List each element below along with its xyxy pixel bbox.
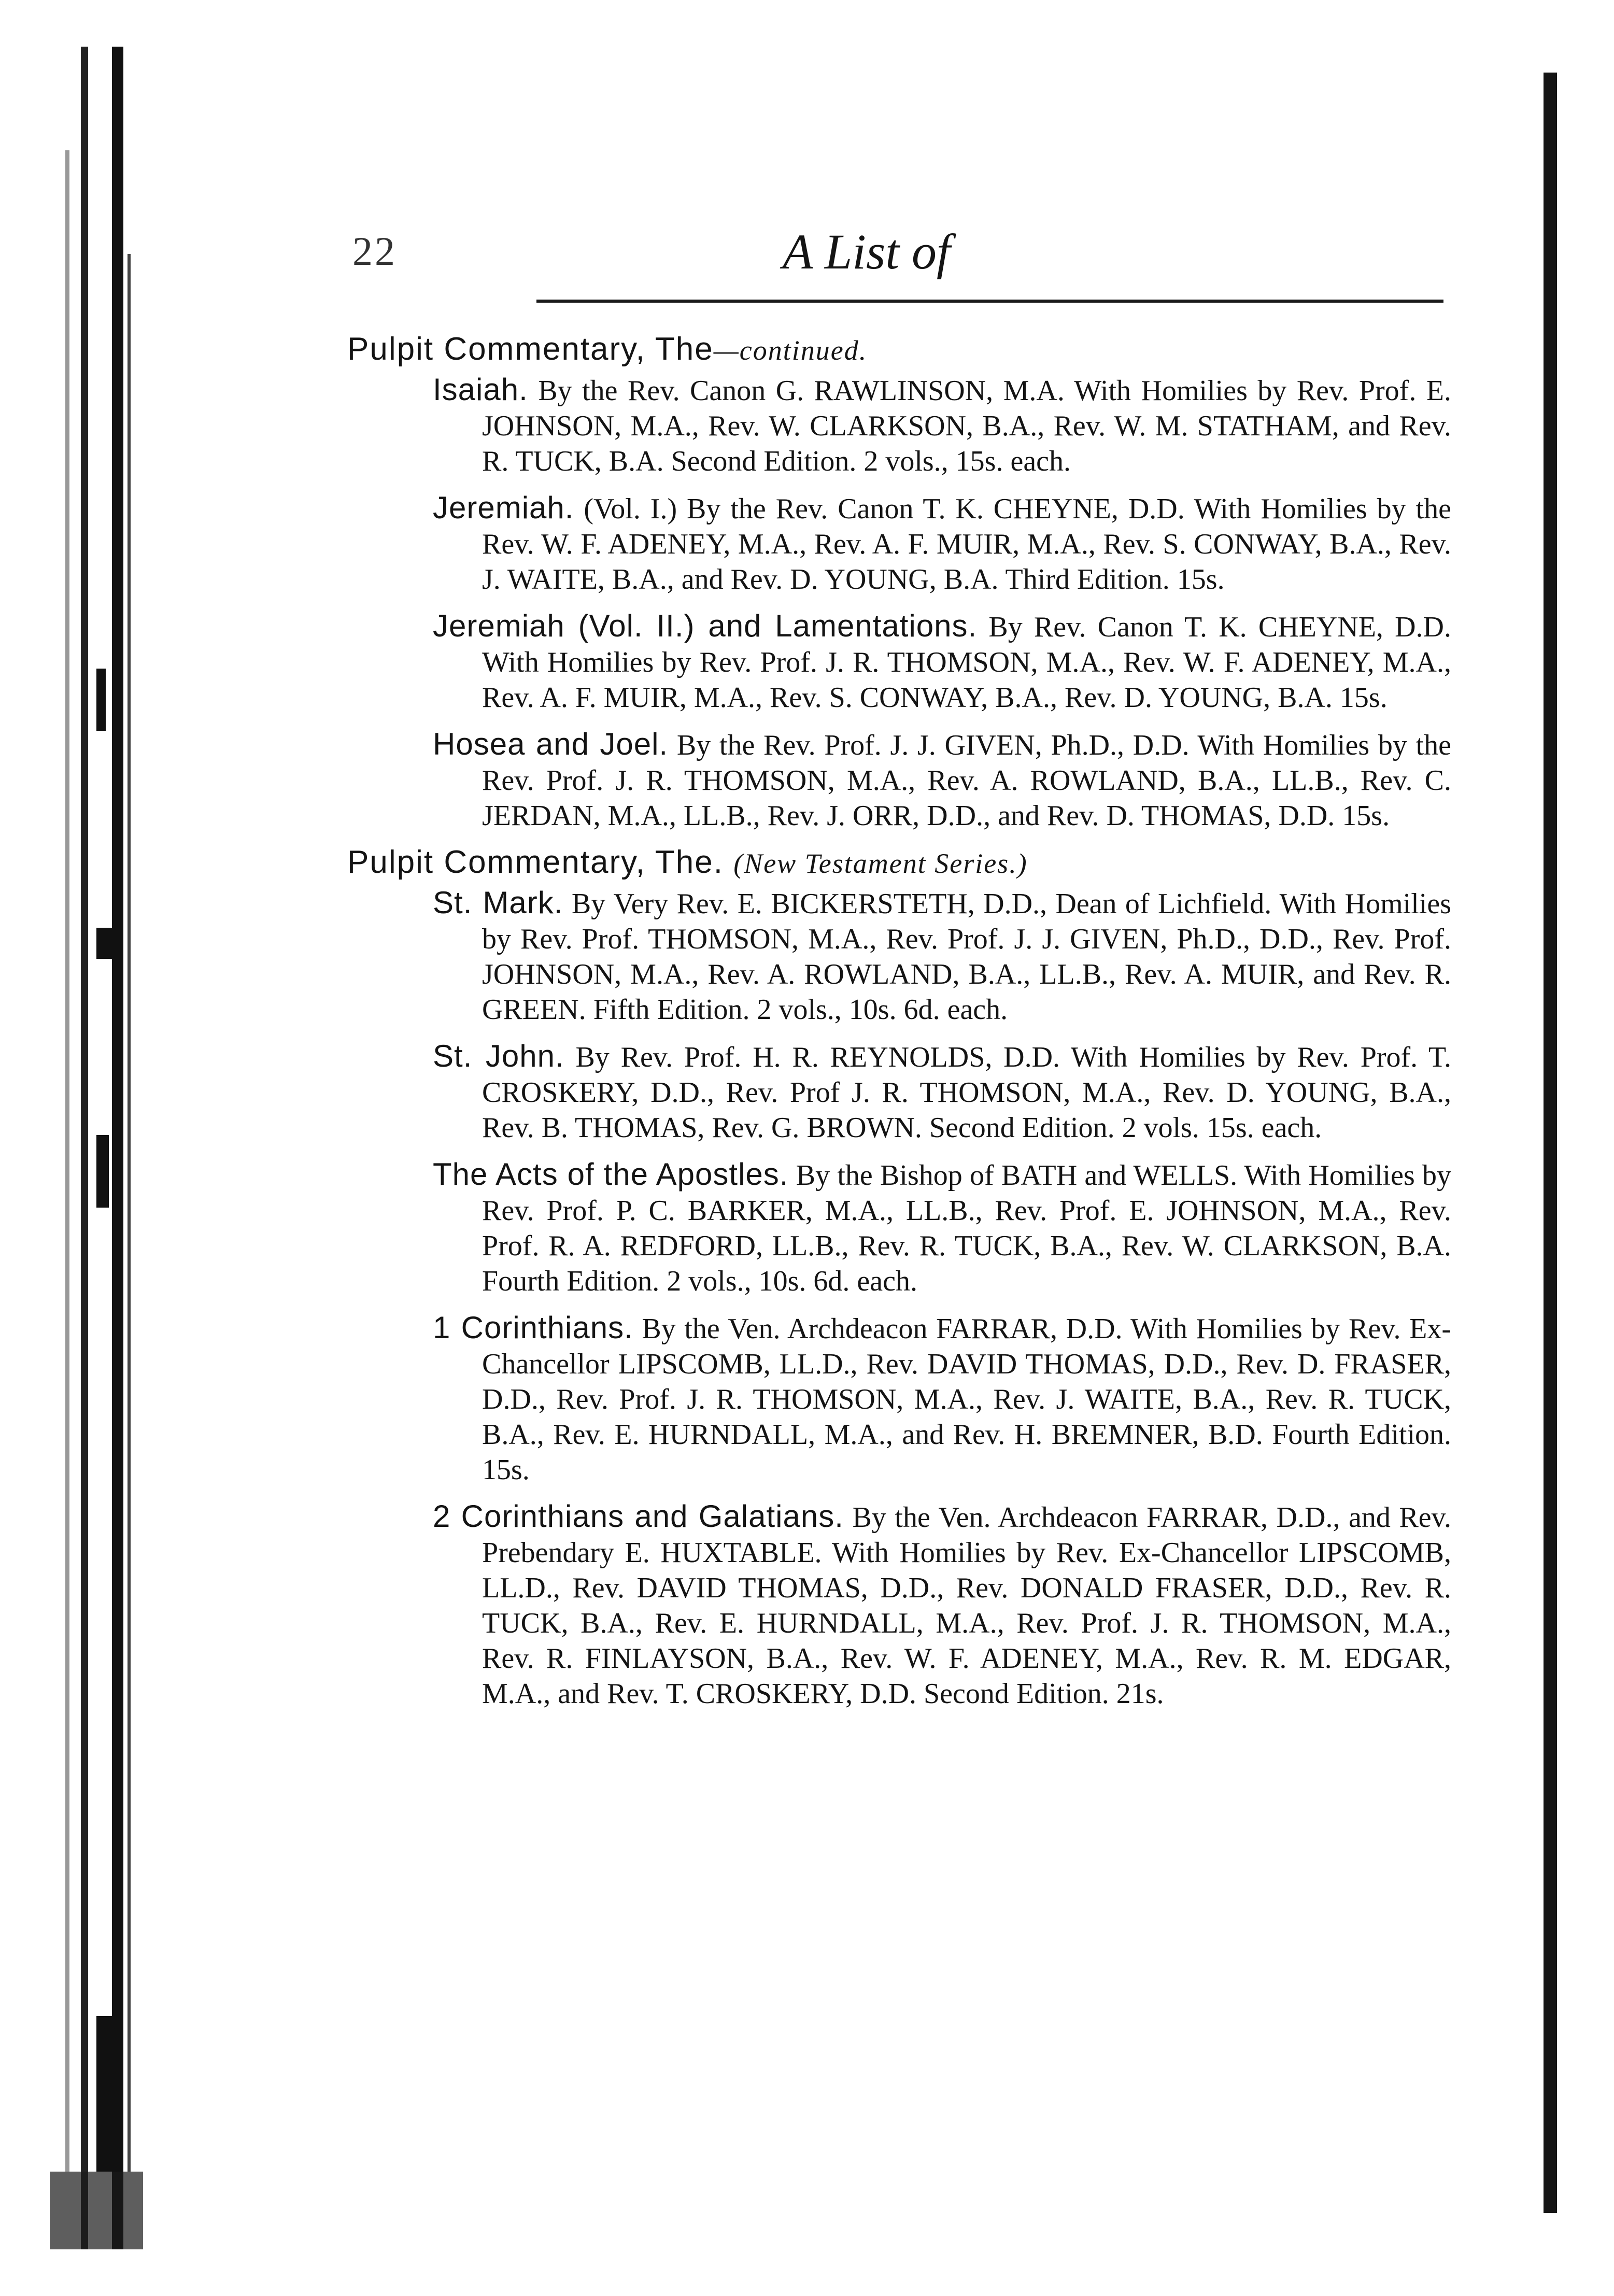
entry-title: Hosea and Joel. <box>433 727 669 761</box>
entry-title: Jeremiah. <box>433 490 574 525</box>
entry-title: Isaiah. <box>433 372 528 407</box>
entry-title: The Acts of the Apostles. <box>433 1157 789 1192</box>
entry-title: Jeremiah (Vol. II.) and Lamentations. <box>433 608 978 643</box>
catalog-entry <box>433 885 1451 1027</box>
catalog-entry <box>433 727 1451 833</box>
binding-edge-shadow <box>50 47 174 2249</box>
entry-text: By Rev. Canon T. K. CHEYNE, D.D. With Homilies by Rev. Prof. J. R. THOMSON, M.A., Rev. W. F. ADENEY, M.A., Rev. A. F. MUIR, M.A., Rev. S. CONWAY, B.A., Rev. D. YOUNG, B.A. 15s. <box>482 611 1451 714</box>
entry-text: By the Bishop of BATH and WELLS. With Homilies by Rev. Prof. P. C. BARKER, M.A., LL.B., Rev. Prof. E. JOHNSON, M.A., Rev. Prof. R. A. REDFORD, LL.B., Rev. R. TUCK, B.A., Rev. W. CLARKSON, B.A. Fourth Edition. 2 vols., 10s. 6d. each. <box>482 1159 1452 1297</box>
entry-text: By the Rev. Prof. J. J. GIVEN, Ph.D., D.D. With Homilies by the Rev. Prof. J. R. THOMSON, M.A., Rev. A. ROWLAND, B.A., LL.B., Rev. C. JERDAN, M.A., LL.B., Rev. J. ORR, D.D., and Rev. D. THOMAS, D.D. 15s. <box>482 729 1452 832</box>
page-edge-shadow <box>1544 73 1557 2213</box>
entry-title: St. Mark. <box>433 885 563 920</box>
page-number: 22 <box>352 229 397 274</box>
entry-title: 1 Corinthians. <box>433 1310 633 1345</box>
catalog-entry <box>433 608 1451 715</box>
series-heading-title: Pulpit Commentary, The <box>347 331 714 367</box>
entry-text: By Very Rev. E. BICKERSTETH, D.D., Dean of Lichfield. With Homilies by Rev. Prof. THOMSON, M.A., Rev. Prof. J. J. GIVEN, Ph.D., D.D., Rev. Prof. JOHNSON, M.A., Rev. A. ROWLAND, B.A., LL.B., Rev. A. MUIR, and Rev. R. GREEN. Fifth Edition. 2 vols., 10s. 6d. each. <box>482 888 1452 1026</box>
running-title: A List of <box>783 224 951 279</box>
catalog-list <box>347 332 1451 1723</box>
entry-title: St. John. <box>433 1039 564 1073</box>
entry-text: By the Ven. Archdeacon FARRAR, D.D., and Rev. Prebendary E. HUXTABLE. With Homilies by Rev. Ex-Chancellor LIPSCOMB, LL.D., Rev. DAVID THOMAS, D.D., Rev. DONALD FRASER, D.D., Rev. R. TUCK, B.A., Rev. E. HURNDALL, M.A., Rev. Prof. J. R. THOMSON, M.A., Rev. R. FINLAYSON, B.A., Rev. W. F. ADENEY, M.A., Rev. R. M. EDGAR, M.A., and Rev. T. CROSKERY, D.D. Second Edition. 21s. <box>482 1501 1452 1710</box>
series-heading-suffix: —continued. <box>713 335 868 366</box>
entry-title: 2 Corinthians and Galatians. <box>433 1499 844 1534</box>
entry-text: By the Rev. Canon G. RAWLINSON, M.A. With Homilies by Rev. Prof. E. JOHNSON, M.A., Rev. W. CLARKSON, B.A., Rev. W. M. STATHAM, and Rev. R. TUCK, B.A. Second Edition. 2 vols., 15s. each. <box>482 375 1452 477</box>
series-heading <box>347 845 1451 881</box>
page-header <box>352 223 1441 295</box>
catalog-entry <box>433 372 1451 479</box>
series-heading <box>347 332 1451 368</box>
catalog-entry <box>433 1157 1451 1299</box>
catalog-entry <box>433 1499 1451 1711</box>
catalog-entry <box>433 1039 1451 1145</box>
catalog-entry <box>433 1310 1451 1487</box>
series-heading-title: Pulpit Commentary, The. <box>347 844 724 880</box>
entry-text: By the Ven. Archdeacon FARRAR, D.D. With Homilies by Rev. Ex-Chancellor LIPSCOMB, LL.D., Rev. DAVID THOMAS, D.D., Rev. D. FRASER, D.D., Rev. Prof. J. R. THOMSON, M.A., Rev. J. WAITE, B.A., Rev. R. TUCK, B.A., Rev. E. HURNDALL, M.A., and Rev. H. BREMNER, B.D. Fourth Edition. 15s. <box>482 1313 1452 1486</box>
series-heading-suffix: (New Testament Series.) <box>733 848 1028 879</box>
catalog-entry <box>433 490 1451 597</box>
entry-text: By Rev. Prof. H. R. REYNOLDS, D.D. With Homilies by Rev. Prof. T. CROSKERY, D.D., Rev. Prof J. R. THOMSON, M.A., Rev. D. YOUNG, B.A., Rev. B. THOMAS, Rev. G. BROWN. Second Edition. 2 vols. 15s. each. <box>482 1041 1451 1144</box>
header-rule <box>536 300 1443 303</box>
entry-text: (Vol. I.) By the Rev. Canon T. K. CHEYNE, D.D. With Homilies by the Rev. W. F. ADENEY, M.A., Rev. A. F. MUIR, M.A., Rev. S. CONWAY, B.A., Rev. J. WAITE, B.A., and Rev. D. YOUNG, B.A. Third Edition. 15s. <box>482 493 1452 596</box>
